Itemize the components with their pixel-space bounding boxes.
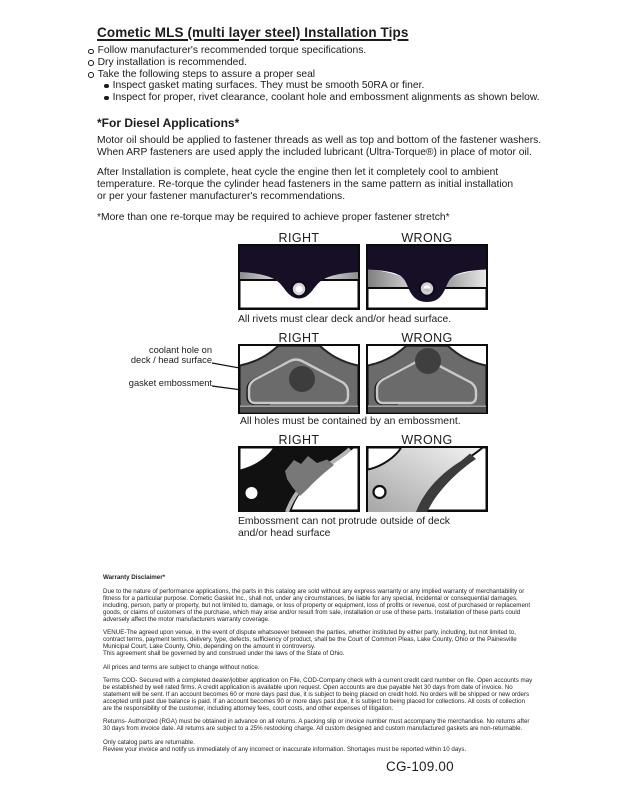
list-item-text: Dry installation is recommended. [97,56,247,68]
bullet-circle-icon [88,72,94,78]
rivet-caption: All rivets must clear deck and/or head surface. [238,314,452,325]
rivet-clearance-right-art [238,244,360,310]
disclaimer-paragraph: Due to the nature of performance applications, the parts in this catalog are sold without any express warranty or any implied warranty of merchantability or fitness for a particular purpose. Cometic Gasket Inc., shall not, under any circumstances, be liable for any special, incidental or consequential damages, including, person, party or property, but not limited to, damage, or loss of property or equipment, loss of profits or revenue, cost of purchased or replacement goods, or claims of customers of the purchase, which may arise and/or result from sale, installation or use of these parts. Installation of these parts could adversely affect the motor manufacturers warranty coverage. [103,587,531,623]
callout-text: gasket embossment [128,378,212,388]
disclaimer-paragraph: Terms COD- Secured with a completed dealer/jobber application on File, COD-Company check with a current credit card number on file. Open accounts may be established by well rated firms. A credit application is available upon request. Open accounts are due payable Net 30 days from date of invoice. No statement will be sent. If an account becomes 60 or more days past due, it is subject to being placed on credit hold. No orders will be shipped or new orders accepted until past due balance is paid. If an account becomes 90 or more days past due, it is subject to being placed for collections. All costs of collection are the responsibility of the customer, including attorney fees, court costs, and other expenses of litigation. [103,676,533,712]
installation-tips-list [88,45,568,104]
disclaimer-paragraph: All prices and terms are subject to change without notice. [103,663,260,671]
list-item-text: Inspect for proper, rivet clearance, coolant hole and embossment alignments as shown below. [112,92,540,104]
page-code: CG-109.00 [386,759,454,774]
bullet-dot-icon [104,96,109,101]
list-item-text: Inspect gasket mating surfaces. They must be smooth 50RA or finer. [112,80,425,92]
callout-text: coolant hole on [148,345,212,355]
diagram-rivet-wrong [366,244,488,310]
disclaimer-paragraph: VENUE-The agreed upon venue, in the event of dispute whatsoever between the parties, whether instituted by either party, including, but not limited to, contract terms, payment terms, delivery, type, defects, sufficiency of product, shall be the Court of Common Pleas, Lake County, Ohio or the Painesville Municipal Court, Lake County, Ohio, depending on the amount in controversy. This agreement shall be governed by and construed under the laws of the State of Ohio. [103,629,517,658]
gasket-embossment-callout [118,379,212,389]
sub-list-item [104,80,568,92]
right-label: RIGHT [278,331,320,345]
section-heading: *For Diesel Applications* [97,116,240,130]
disclaimer-heading: Warranty Disclaimer* [103,574,166,581]
right-label: RIGHT [278,231,320,245]
wrong-label: WRONG [401,231,453,245]
protrusion-caption: Embossment can not protrude outside of deck and/or head surface [238,516,450,539]
disclaimer-paragraph: Only catalog parts are returnable. Review your invoice and notify us immediately of any incorrect or inaccurate information. Shortages must be reported within 10 days. [103,738,467,753]
list-item [88,57,568,69]
sub-list-item [104,92,568,104]
embossment-caption: All holes must be contained by an embossment. [240,416,461,427]
diagram-embossment-right [238,344,360,414]
bullet-circle-icon [88,60,94,66]
diesel-applications-section [97,118,549,224]
list-item [88,69,568,81]
wrong-label: WRONG [401,433,453,447]
retorque-note: *More than one re-torque may be required to achieve proper fastener stretch* [97,211,450,223]
bullet-dot-icon [104,84,109,89]
callout-text: deck / head surface [130,354,212,365]
bullet-circle-icon [88,49,94,55]
diagram-rivet-right [238,244,360,310]
rivet-clearance-wrong-art [366,244,488,310]
coolant-hole-callout [118,346,212,366]
disclaimer-paragraph: Returns- Authorized (RGA) must be obtained in advance on all returns. A packing slip or invoice number must accompany the merchandise. No returns after 30 days from invoice date. All returns are subject to a 25% restocking charge. All custom designed and custom manufactured gaskets are non-returnable. [103,718,530,733]
warranty-disclaimer [103,574,533,760]
right-label: RIGHT [278,433,320,447]
list-item [88,45,568,57]
list-item-text: Follow manufacturer's recommended torque specifications. [97,45,367,56]
page-title: Cometic MLS (multi layer steel) Installation Tips [97,25,409,40]
paragraph: After Installation is complete, heat cycle the engine then let it completely cool to ambient temperature. Re-torque the cylinder head fasteners in the same pattern as initial installation or per your fastener manufacturer's recommendations. [97,167,514,202]
wrong-label: WRONG [401,331,453,345]
hole-embossment-right-art [238,344,360,414]
diagram-protrusion-right [238,446,360,512]
diagram-protrusion-wrong [366,446,488,512]
protrusion-right-art [238,446,360,512]
list-item-text: Take the following steps to assure a proper seal [97,68,316,80]
paragraph: Motor oil should be applied to fastener threads as well as top and bottom of the fastener washers. When ARP fasteners are used apply the included lubricant (Ultra-Torque®) in place of motor oil. [97,134,542,158]
protrusion-wrong-art [366,446,488,512]
diagram-embossment-wrong [366,344,488,414]
hole-embossment-wrong-art [366,344,488,414]
